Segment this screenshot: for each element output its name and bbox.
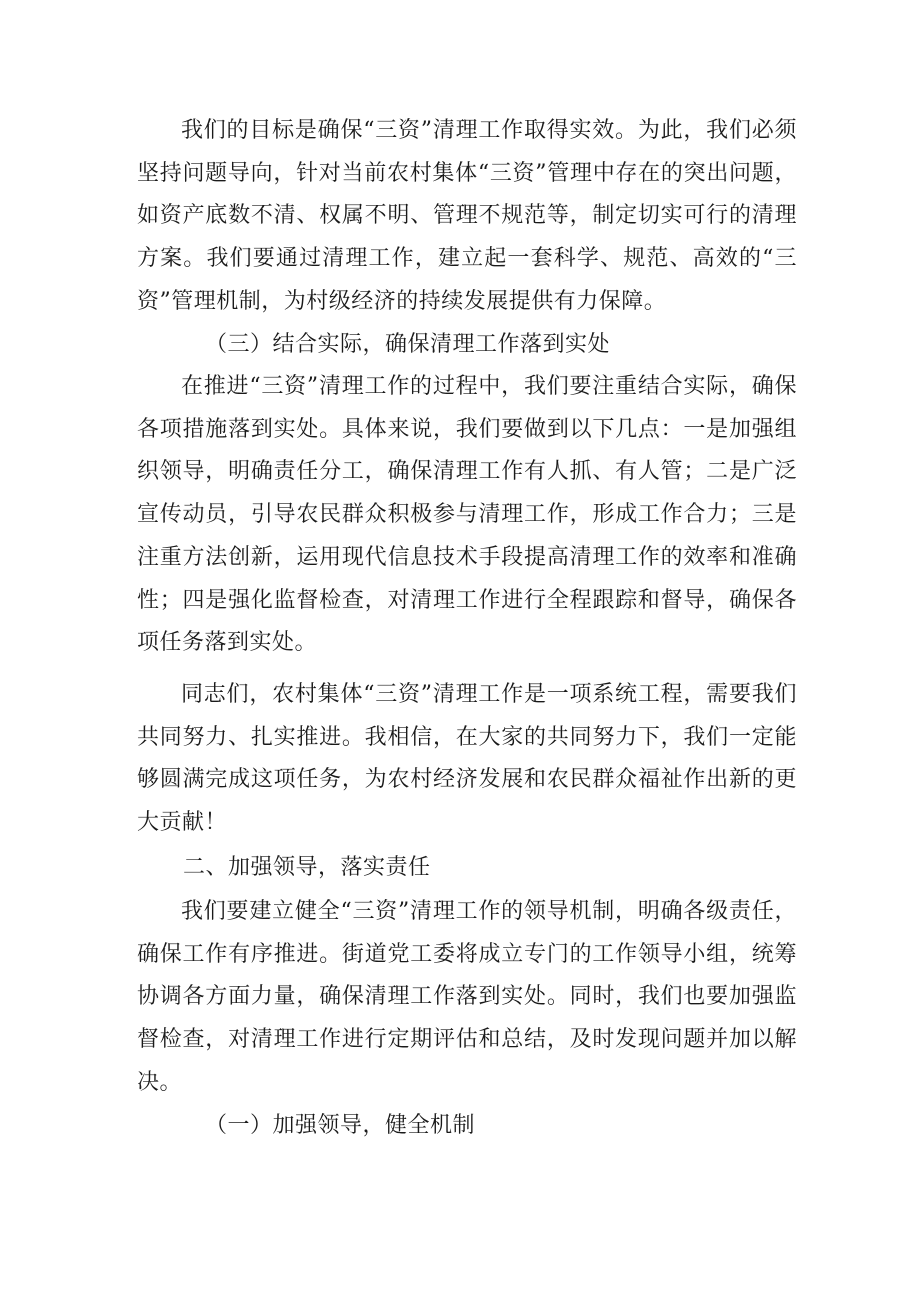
section-heading-2: 二、加强领导，落实责任: [183, 855, 431, 880]
subheading-3: （三）结合实际，确保清理工作落到实处: [205, 332, 611, 357]
paragraph-practice: 在推进“三资”清理工作的过程中，我们要注重结合实际，确保各项措施落到实处。具体来说，我们要做到以下几点：一是加强组织领导，明确责任分工，确保清理工作有人抓、有人管；二是广泛宣传动员，引导农民群众积极参与清理工作，形成工作合力；三是注重方法创新，运用现代信息技术手段提高清理工作的效率和准确性；四是强化监督检查，对清理工作进行全程跟踪和督导，确保各项任务落到实处。: [137, 374, 797, 656]
paragraph-goal: 我们的目标是确保“三资”清理工作取得实效。为此，我们必须坚持问题导向，针对当前农村集体“三资”管理中存在的突出问题，如资产底数不清、权属不明、管理不规范等，制定切实可行的清理方案。我们要通过清理工作，建立起一套科学、规范、高效的“三资”管理机制，为村级经济的持续发展提供有力保障。: [137, 118, 797, 314]
paragraph-leadership: 我们要建立健全“三资”清理工作的领导机制，明确各级责任，确保工作有序推进。街道党工委将成立专门的工作领导小组，统筹协调各方面力量，确保清理工作落到实处。同时，我们也要加强监督检查，对清理工作进行定期评估和总结，及时发现问题并加以解决。: [137, 899, 797, 1095]
subheading-1: （一）加强领导，健全机制: [205, 1113, 476, 1138]
paragraph-closing: 同志们，农村集体“三资”清理工作是一项系统工程，需要我们共同努力、扎实推进。我相信，在大家的共同努力下，我们一定能够圆满完成这项任务，为农村经济发展和农民群众福祉作出新的更大贡献！: [137, 682, 797, 836]
